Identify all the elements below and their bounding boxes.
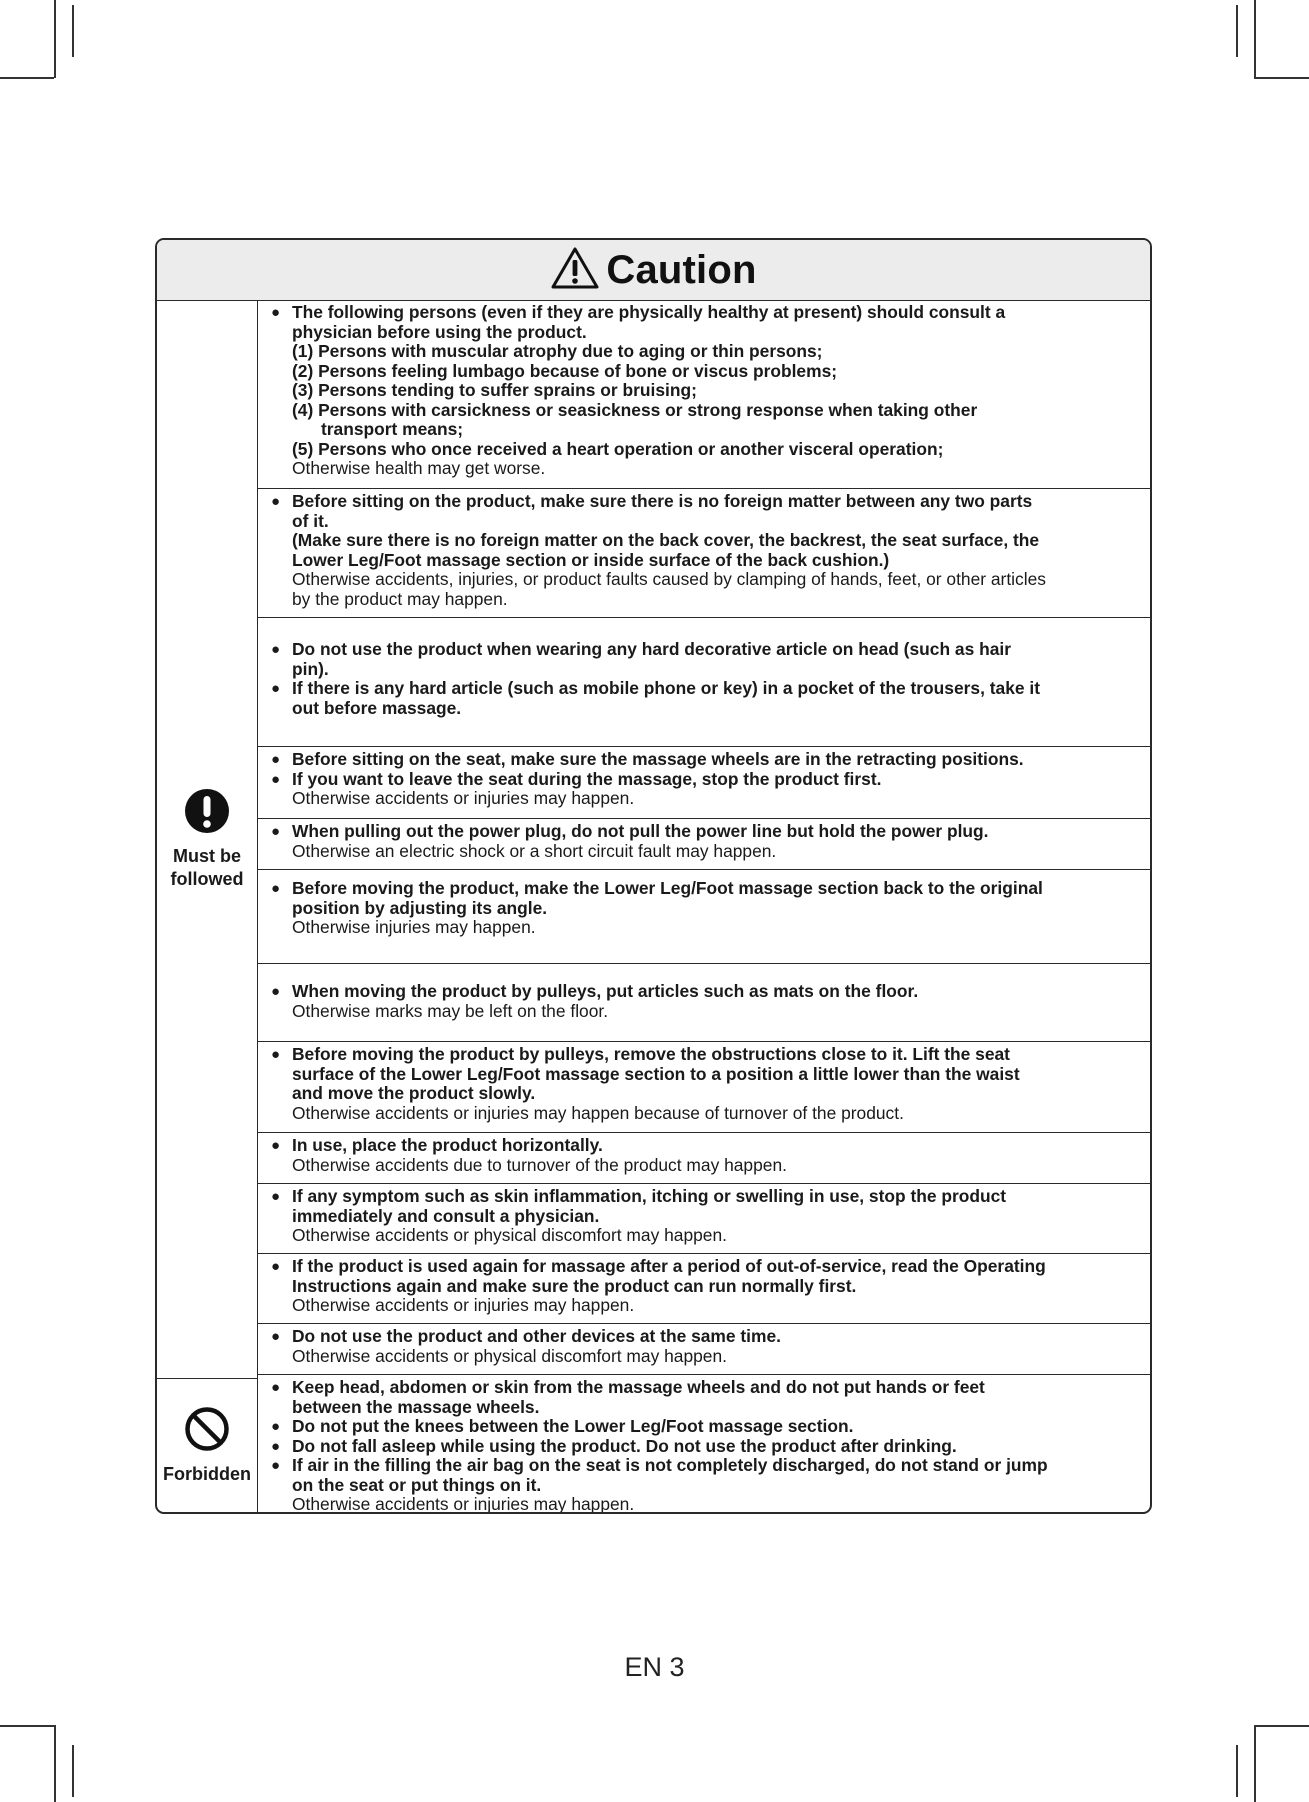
row-text: Do not fall asleep while using the product. Do not use the product after drinking. <box>292 1435 957 1456</box>
row-text: When pulling out the power plug, do not pull the power line but hold the power plug. <box>292 821 989 841</box>
caution-row <box>258 818 1150 869</box>
row-text: Otherwise injuries may happen. <box>292 917 536 937</box>
row-text: and move the product slowly. <box>292 1083 536 1103</box>
crop-mark <box>72 5 74 57</box>
caution-title: Caution <box>606 247 757 292</box>
caution-row <box>258 1374 1150 1514</box>
crop-mark <box>1254 77 1309 79</box>
row-text: Otherwise accidents or injuries may happen. <box>292 788 635 808</box>
crop-mark <box>0 77 54 79</box>
row-text: Otherwise health may get worse. <box>292 458 546 478</box>
row-text: Otherwise accidents or injuries may happen because of turnover of the product. <box>292 1102 904 1123</box>
bullet-icon: ● <box>271 1418 281 1435</box>
crop-mark <box>1254 0 1256 78</box>
caution-header <box>157 240 1150 301</box>
row-text: Keep head, abdomen or skin from the massage wheels and do not put hands or feet <box>292 1377 985 1397</box>
row-text: In use, place the product horizontally. <box>292 1135 603 1155</box>
bullet-icon: ● <box>271 1379 281 1396</box>
row-text: Otherwise accidents or injuries may happen. <box>292 1494 635 1514</box>
row-text: physician before using the product. <box>292 321 587 342</box>
row-text: transport means; <box>321 419 464 439</box>
caution-panel <box>155 238 1152 1514</box>
bullet-icon: ● <box>271 983 281 1000</box>
row-text: (1) Persons with muscular atrophy due to aging or thin persons; <box>292 341 823 361</box>
bullet-icon: ● <box>271 1258 281 1275</box>
row-text: (3) Persons tending to suffer sprains or bruising; <box>292 380 697 400</box>
row-text: If you want to leave the seat during the massage, stop the product first. <box>292 768 882 789</box>
caution-row <box>258 1132 1150 1183</box>
bullet-icon: ● <box>271 770 281 788</box>
caution-row <box>258 963 1150 1041</box>
crop-mark <box>54 0 56 78</box>
bullet-icon: ● <box>271 751 281 768</box>
row-text: If the product is used again for massage after a period of out-of-service, read the Operating <box>292 1256 1046 1276</box>
bullet-icon: ● <box>271 680 281 697</box>
row-text: position by adjusting its angle. <box>292 897 548 918</box>
caution-row <box>258 1183 1150 1253</box>
row-text: Before moving the product by pulleys, remove the obstructions close to it. Lift the seat <box>292 1044 1010 1064</box>
bullet-icon: ● <box>271 1137 281 1154</box>
row-text: (2) Persons feeling lumbago because of bone or viscus problems; <box>292 360 838 381</box>
caution-row <box>258 1323 1150 1374</box>
bullet-icon: ● <box>271 493 281 510</box>
caution-row <box>258 300 1150 488</box>
row-text: If any symptom such as skin inflammation, itching or swelling in use, stop the product <box>292 1186 1007 1206</box>
bullet-icon: ● <box>271 1328 281 1345</box>
row-text: immediately and consult a physician. <box>292 1205 600 1226</box>
row-text: out before massage. <box>292 697 462 718</box>
page-number: EN 3 <box>624 1652 685 1682</box>
row-text: surface of the Lower Leg/Foot massage section to a position a little lower than the waist <box>292 1063 1020 1084</box>
crop-mark <box>1254 1725 1309 1727</box>
row-text: If there is any hard article (such as mobile phone or key) in a pocket of the trousers, take it <box>292 678 1041 698</box>
row-text: of it. <box>292 510 329 531</box>
row-text: (Make sure there is no foreign matter on the back cover, the backrest, the seat surface, the <box>292 530 1040 550</box>
caution-row <box>258 869 1150 963</box>
category-forbidden <box>157 1379 257 1513</box>
row-text: Otherwise marks may be left on the floor. <box>292 1000 609 1021</box>
bullet-icon: ● <box>271 1188 281 1205</box>
caution-row <box>258 1041 1150 1132</box>
caution-row <box>258 1253 1150 1323</box>
category-label: Must be followed <box>170 845 244 889</box>
row-text: The following persons (even if they are physically healthy at present) should consult a <box>292 302 1006 322</box>
row-text: Lower Leg/Foot massage section or inside surface of the back cushion.) <box>292 549 890 570</box>
bullet-icon: ● <box>271 1437 281 1455</box>
crop-mark <box>1236 1745 1238 1797</box>
category-label: Forbidden <box>163 1464 251 1484</box>
row-text: Before moving the product, make the Lower Leg/Foot massage section back to the original <box>292 878 1043 898</box>
row-text: Do not use the product and other devices at the same time. <box>292 1326 781 1346</box>
row-text: When moving the product by pulleys, put articles such as mats on the floor. <box>292 981 919 1001</box>
row-text: between the massage wheels. <box>292 1396 540 1417</box>
category-must-be-followed <box>157 300 257 1378</box>
row-text: (4) Persons with carsickness or seasickness or strong response when taking other <box>292 399 978 420</box>
row-text: Otherwise accidents or physical discomfort may happen. <box>292 1225 727 1245</box>
caution-row <box>258 617 1150 746</box>
row-text: Otherwise an electric shock or a short circuit fault may happen. <box>292 840 777 861</box>
row-text: (5) Persons who once received a heart operation or another visceral operation; <box>292 438 944 459</box>
crop-mark <box>0 1725 54 1727</box>
row-text: Otherwise accidents, injuries, or product faults caused by clamping of hands, feet, or other articles <box>292 569 1046 589</box>
crop-mark <box>72 1745 74 1797</box>
row-text: Do not put the knees between the Lower Leg/Foot massage section. <box>292 1416 854 1436</box>
row-text: Otherwise accidents or physical discomfort may happen. <box>292 1345 727 1366</box>
row-text: Otherwise accidents or injuries may happen. <box>292 1295 635 1315</box>
row-text: Otherwise accidents due to turnover of the product may happen. <box>292 1154 787 1175</box>
row-text: pin). <box>292 658 329 679</box>
prohibition-icon <box>184 1406 230 1457</box>
bullet-icon: ● <box>271 641 281 658</box>
row-text: Do not use the product when wearing any hard decorative article on head (such as hair <box>292 639 1011 659</box>
row-text: on the seat or put things on it. <box>292 1474 542 1495</box>
crop-mark <box>1254 1725 1256 1802</box>
row-text: Before sitting on the seat, make sure the massage wheels are in the retracting positions. <box>292 749 1024 769</box>
row-text: If air in the filling the air bag on the seat is not completely discharged, do not stand or jump <box>292 1455 1048 1475</box>
row-text: Before sitting on the product, make sure there is no foreign matter between any two parts <box>292 491 1033 511</box>
caution-row <box>258 746 1150 818</box>
crop-mark <box>54 1725 56 1802</box>
bullet-icon: ● <box>271 304 281 321</box>
bullet-icon: ● <box>271 1046 281 1063</box>
crop-mark <box>1236 5 1238 57</box>
bullet-icon: ● <box>271 880 281 897</box>
bullet-icon: ● <box>271 1457 281 1474</box>
bullet-icon: ● <box>271 823 281 840</box>
row-text: by the product may happen. <box>292 588 508 609</box>
caution-row <box>258 488 1150 617</box>
row-text: Instructions again and make sure the product can run normally first. <box>292 1275 857 1296</box>
warning-triangle-icon <box>550 246 600 295</box>
exclamation-icon <box>184 788 230 839</box>
